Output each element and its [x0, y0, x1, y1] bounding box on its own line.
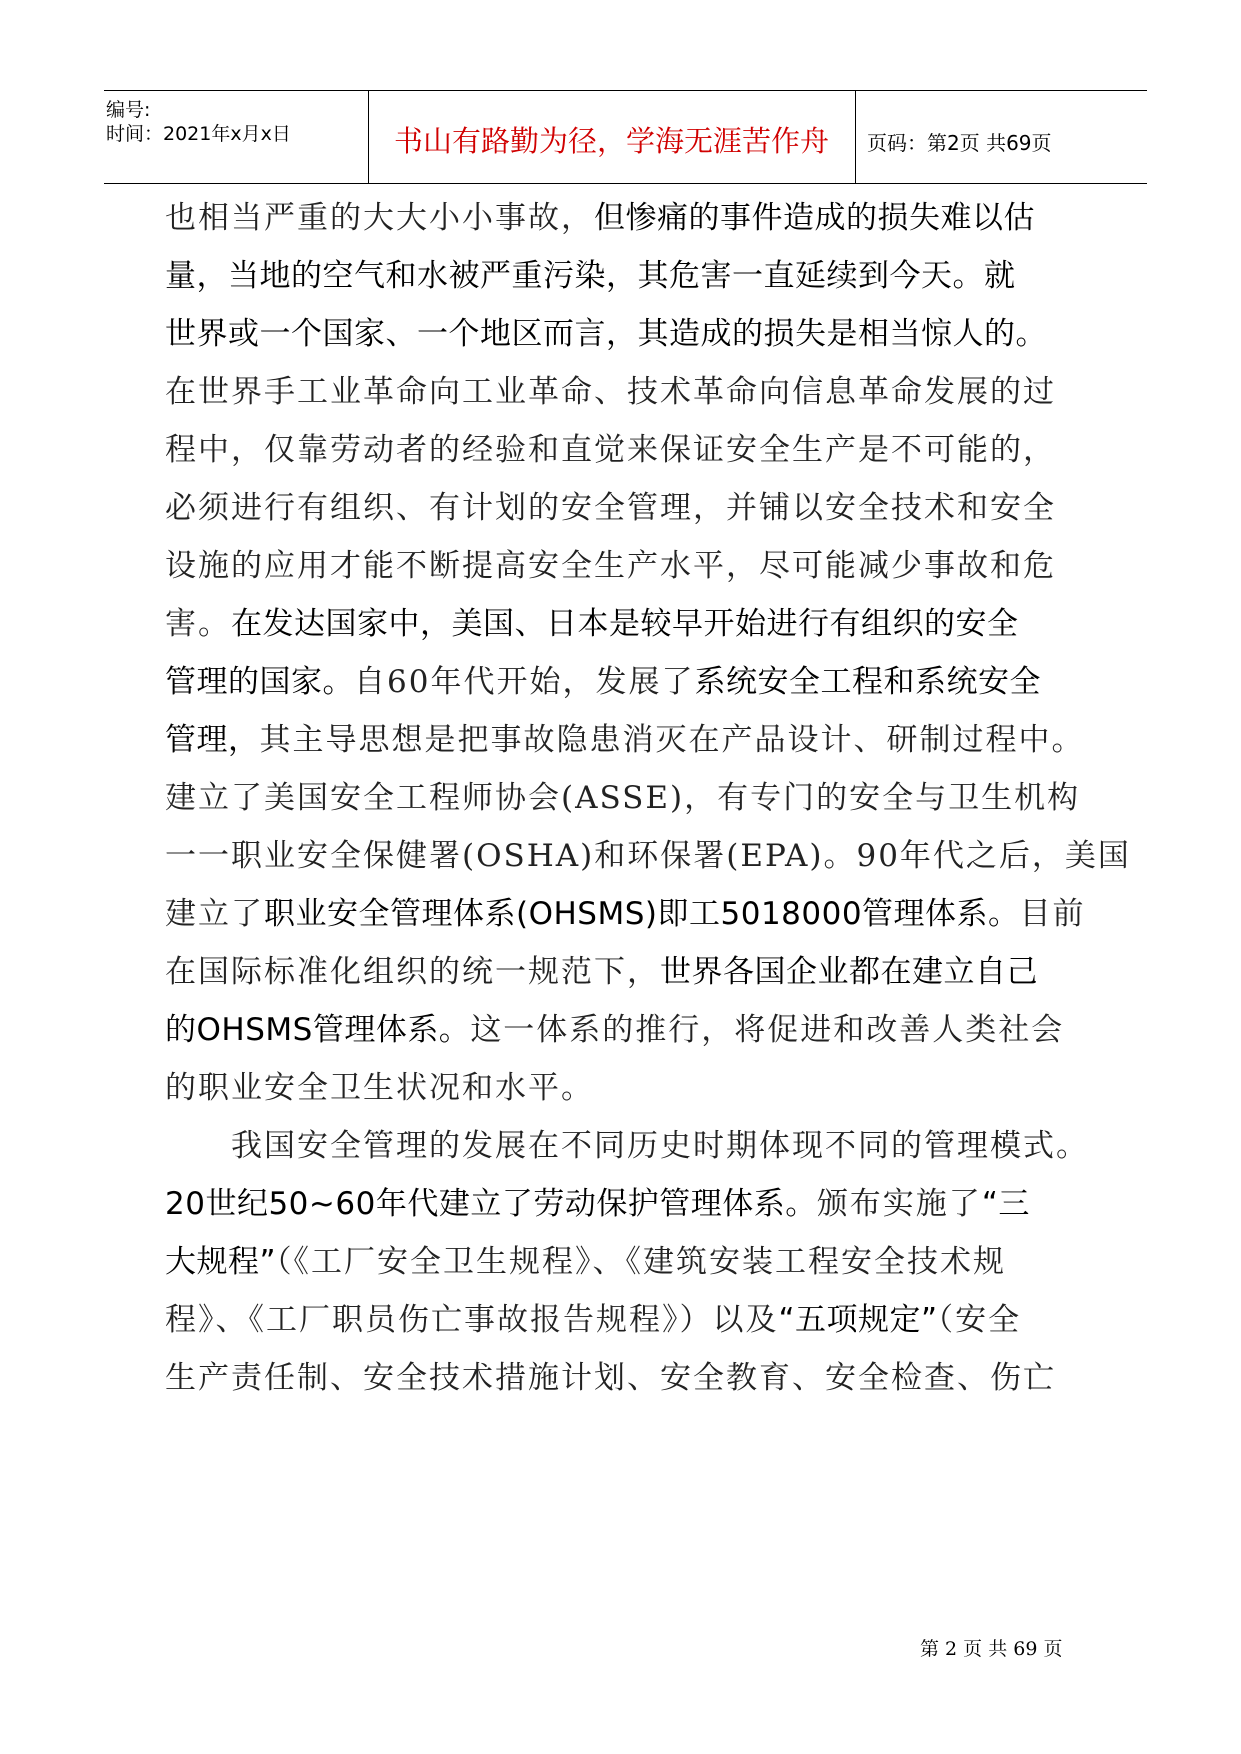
body-line: 建立了美国安全工程师协会(ASSE)，有专门的安全与卫生机构 — [165, 780, 1081, 816]
body-line: 一一职业安全保健署(OSHA)和环保署(EPA)。90年代之后，美国 — [165, 838, 1131, 874]
document-time-label: 时间：2021年x月x日 — [106, 123, 291, 145]
body-line: 程》、《工厂职员伤亡事故报告规程》）以及“五项规定”（安全 — [165, 1302, 1022, 1338]
header-meta-cell — [104, 91, 369, 183]
body-line: 大规程”（《工厂安全卫生规程》、《建筑安装工程安全技术规 — [165, 1244, 1007, 1280]
body-line: 生产责任制、安全技术措施计划、安全教育、安全检查、伤亡 — [165, 1360, 1056, 1396]
page-footer: 第 2 页 共 69 页 — [920, 1638, 1063, 1660]
page-header — [104, 90, 1147, 184]
body-line: 管理，其主导思想是把事故隐患消灭在产品设计、研制过程中。 — [165, 722, 1085, 758]
header-motto-cell — [368, 91, 856, 183]
body-line: 程中，仅靠劳动者的经验和直觉来保证安全生产是不可能的， — [165, 432, 1056, 468]
body-line: 管理的国家。自60年代开始，发展了系统安全工程和系统安全 — [165, 664, 1041, 700]
body-line: 也相当严重的大大小小事故，但惨痛的事件造成的损失难以估 — [165, 200, 1035, 236]
body-line: 世界或一个国家、一个地区而言，其造成的损失是相当惊人的。 — [165, 316, 1047, 352]
body-line: 害。在发达国家中，美国、日本是较早开始进行有组织的安全 — [165, 606, 1019, 642]
header-motto: 书山有路勤为径，学海无涯苦作舟 — [393, 124, 829, 158]
body-line: 必须进行有组织、有计划的安全管理，并铺以安全技术和安全 — [165, 490, 1056, 526]
body-line: 设施的应用才能不断提高安全生产水平，尽可能减少事故和危 — [165, 548, 1056, 584]
body-line: 的职业安全卫生状况和水平。 — [165, 1070, 594, 1106]
body-line: 量，当地的空气和水被严重污染，其危害一直延续到今天。就 — [165, 258, 1016, 294]
header-page-cell — [855, 91, 1147, 183]
body-line: 20世纪50~60年代建立了劳动保护管理体系。颁布实施了“三 — [165, 1186, 1030, 1222]
header-page-info: 页码：第2页 共69页 — [867, 131, 1052, 155]
body-line: 建立了职业安全管理体系(OHSMS)即工5018000管理体系。目前 — [165, 896, 1086, 932]
body-line: 的OHSMS管理体系。这一体系的推行，将促进和改善人类社会 — [165, 1012, 1065, 1048]
body-line: 在世界手工业革命向工业革命、技术革命向信息革命发展的过 — [165, 374, 1056, 410]
body-line: 我国安全管理的发展在不同历史时期体现不同的管理模式。 — [231, 1128, 1089, 1164]
document-number-label: 编号: — [106, 99, 151, 121]
body-line: 在国际标准化组织的统一规范下，世界各国企业都在建立自己 — [165, 954, 1038, 990]
